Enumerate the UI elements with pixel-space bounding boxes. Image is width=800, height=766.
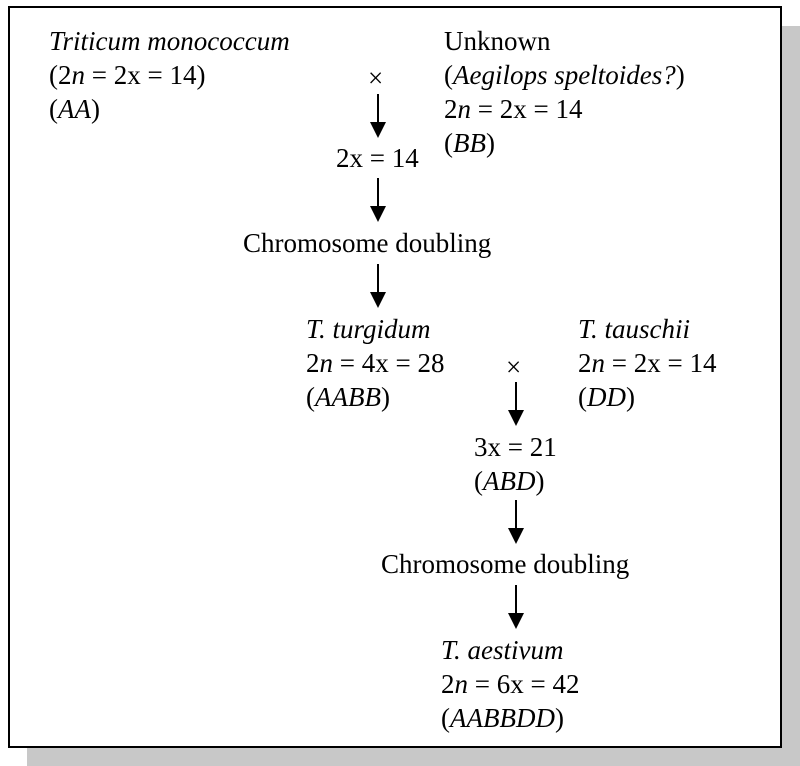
chromosome-count-turgidum: 2n = 4x = 28 — [306, 348, 445, 378]
cross-symbol-1: × — [368, 63, 384, 93]
chromosome-count-aegilops: 2n = 2x = 14 — [444, 94, 583, 124]
species-t-tauschii: T. tauschii — [578, 314, 691, 344]
genome-monococcum: (AA) — [49, 94, 100, 124]
hybrid-2-chromosome-count: 3x = 21 — [474, 432, 557, 462]
chromosome-count-monococcum: (2n = 2x = 14) — [49, 60, 206, 90]
species-aegilops-speltoides: (Aegilops speltoides?) — [444, 60, 685, 90]
species-triticum-monococcum: Triticum monococcum — [49, 26, 290, 56]
genome-aegilops: (BB) — [444, 128, 495, 158]
chromosome-count-aestivum: 2n = 6x = 42 — [441, 669, 580, 699]
genome-tauschii: (DD) — [578, 382, 635, 412]
species-t-aestivum: T. aestivum — [441, 635, 564, 665]
arrow-down-4 — [515, 382, 517, 424]
species-t-turgidum: T. turgidum — [306, 314, 431, 344]
cross-symbol-2: × — [506, 352, 522, 382]
chromosome-doubling-1: Chromosome doubling — [243, 228, 492, 258]
hybrid-1-chromosome-count: 2x = 14 — [336, 143, 419, 173]
arrow-down-3 — [377, 264, 379, 306]
genome-hybrid-2: (ABD) — [474, 466, 545, 496]
chromosome-count-tauschii: 2n = 2x = 14 — [578, 348, 717, 378]
genome-aestivum: (AABBDD) — [441, 703, 564, 733]
arrow-down-6 — [515, 585, 517, 627]
chromosome-doubling-2: Chromosome doubling — [381, 549, 630, 579]
unknown-parent-label: Unknown — [444, 26, 551, 56]
arrow-down-5 — [515, 500, 517, 542]
genome-turgidum: (AABB) — [306, 382, 390, 412]
arrow-down-2 — [377, 178, 379, 220]
arrow-down-1 — [377, 94, 379, 136]
